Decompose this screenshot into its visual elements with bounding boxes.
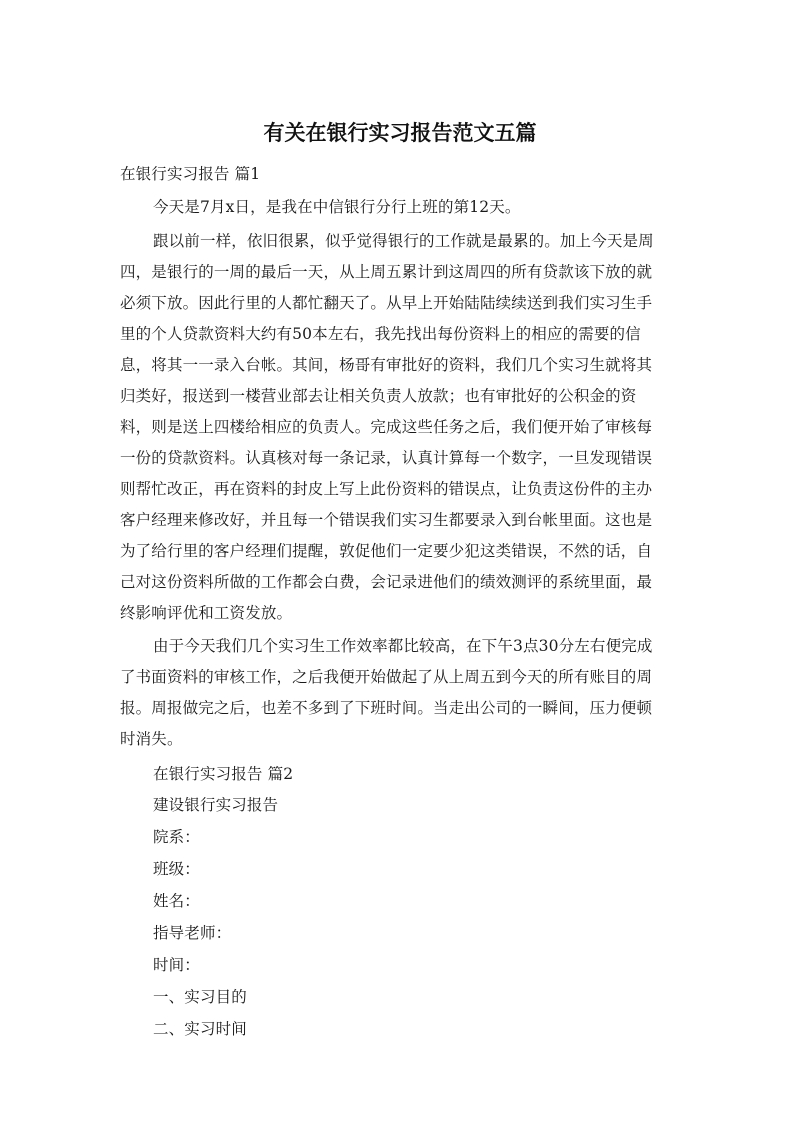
paragraph-line: 息，将其一一录入台帐。其间，杨哥有审批好的资料，我们几个实习生就将其	[120, 356, 653, 374]
field-name: 姓名：	[153, 892, 200, 910]
paragraph-line: 四，是银行的一周的最后一天，从上周五累计到这周四的所有贷款该下放的就	[120, 263, 653, 281]
section-heading-2: 在银行实习报告 篇2	[153, 765, 294, 783]
document-title: 有关在银行实习报告范文五篇	[263, 121, 537, 145]
report-title: 建设银行实习报告	[153, 796, 279, 814]
paragraph-line: 今天是7月x日，是我在中信银行分行上班的第12天。	[153, 198, 521, 216]
paragraph-line: 必须下放。因此行里的人都忙翻天了。从早上开始陆陆续续送到我们实习生手	[120, 294, 653, 312]
section-internship-purpose: 一、实习目的	[153, 988, 247, 1006]
paragraph-line: 己对这份资料所做的工作都会白费，会记录进他们的绩效测评的系统里面，最	[120, 573, 653, 591]
paragraph-line: 为了给行里的客户经理们提醒，敦促他们一定要少犯这类错误，不然的话，自	[120, 542, 653, 560]
field-department: 院系：	[153, 828, 200, 846]
paragraph-line: 跟以前一样，依旧很累，似乎觉得银行的工作就是最累的。加上今天是周	[153, 232, 654, 250]
paragraph-line: 则帮忙改正，再在资料的封皮上写上此份资料的错误点，让负责这份件的主办	[120, 480, 653, 498]
paragraph-line: 里的个人贷款资料大约有50本左右，我先找出每份资料上的相应的需要的信	[120, 325, 641, 343]
field-time: 时间：	[153, 956, 200, 974]
paragraph-line: 客户经理来修改好，并且每一个错误我们实习生都要录入到台帐里面。这也是	[120, 511, 653, 529]
paragraph-line: 终影响评优和工资发放。	[120, 604, 293, 622]
section-internship-time: 二、实习时间	[153, 1020, 247, 1038]
section-heading-1: 在银行实习报告 篇1	[120, 165, 261, 183]
paragraph-line: 归类好，报送到一楼营业部去让相关负责人放款；也有审批好的公积金的资	[120, 387, 637, 405]
paragraph-line: 料，则是送上四楼给相应的负责人。完成这些任务之后，我们便开始了审核每	[120, 418, 653, 436]
field-class: 班级：	[153, 860, 200, 878]
paragraph-line: 了书面资料的审核工作，之后我便开始做起了从上周五到今天的所有账目的周	[120, 668, 653, 686]
paragraph-line: 由于今天我们几个实习生工作效率都比较高，在下午3点30分左右便完成	[153, 637, 653, 655]
paragraph-line: 一份的贷款资料。认真核对每一条记录，认真计算每一个数字，一旦发现错误	[120, 449, 653, 467]
paragraph-line: 时消失。	[120, 730, 183, 748]
field-advisor: 指导老师：	[153, 924, 232, 942]
paragraph-line: 报。周报做完之后，也差不多到了下班时间。当走出公司的一瞬间，压力便顿	[120, 699, 653, 717]
